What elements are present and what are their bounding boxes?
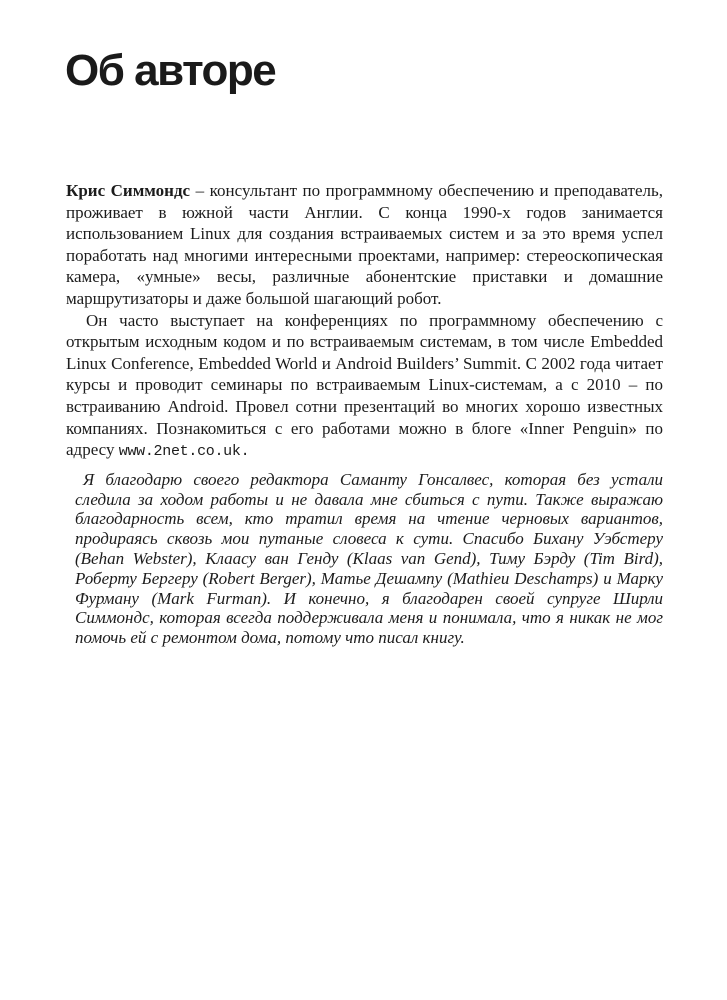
page-title: Об авторе	[65, 46, 276, 95]
career-paragraph	[66, 310, 663, 463]
author-name: Крис Симмондс	[66, 181, 191, 200]
about-author-section	[66, 180, 663, 648]
intro-paragraph	[66, 180, 663, 310]
intro-paragraph-text: – консультант по программному обеспечению и преподаватель, проживает в южной части Англии. С конца 1990-х годов занимается использованием Linux для создания встраиваемых систем и за это время успел поработать над многими интересными проектами, например: стереоскопическая камера, «умные» весы, различные абонентские приставки и домашние маршрутизаторы и даже большой шагающий робот.	[66, 181, 663, 308]
career-paragraph-text: Он часто выступает на конференциях по программному обеспечению с открытым исходным кодом и по встраиваемым системам, в том числе Embedded Linux Conference, Embedded World и Android Builders’ Summit. С 2002 года читает курсы и проводит семинары по встраиваемым Linux-системам, а с 2010 – по встраиванию Android. Провел сотни презентаций во многих хорошо известных компаниях. Познакомиться с его работами можно в блоге «Inner Penguin» по адресу	[66, 310, 663, 460]
acknowledgment-paragraph: Я благодарю своего редактора Саманту Гонсалвес, которая без устали следила за ходом работы и не давала мне сбиться с пути. Также выражаю благодарность всем, кто тратил время на чтение черновых вариантов, продираясь сквозь мои путаные словеса к сути. Спасибо Бихану Уэбстеру (Behan Webster), Клаасу ван Генду (Klaas van Gend), Тиму Бэрду (Tim Bird), Роберту Бергеру (Robert Berger), Матье Дешампу (Mathieu Deschamps) и Марку Фурману (Mark Furman). И конечно, я благодарен своей супруге Ширли Симмондс, которая всегда поддерживала меня и понимала, что я никак не мог помочь ей с ремонтом дома, потому что писал книгу.	[75, 469, 663, 648]
blog-url: www.2net.co.uk.	[118, 443, 250, 461]
